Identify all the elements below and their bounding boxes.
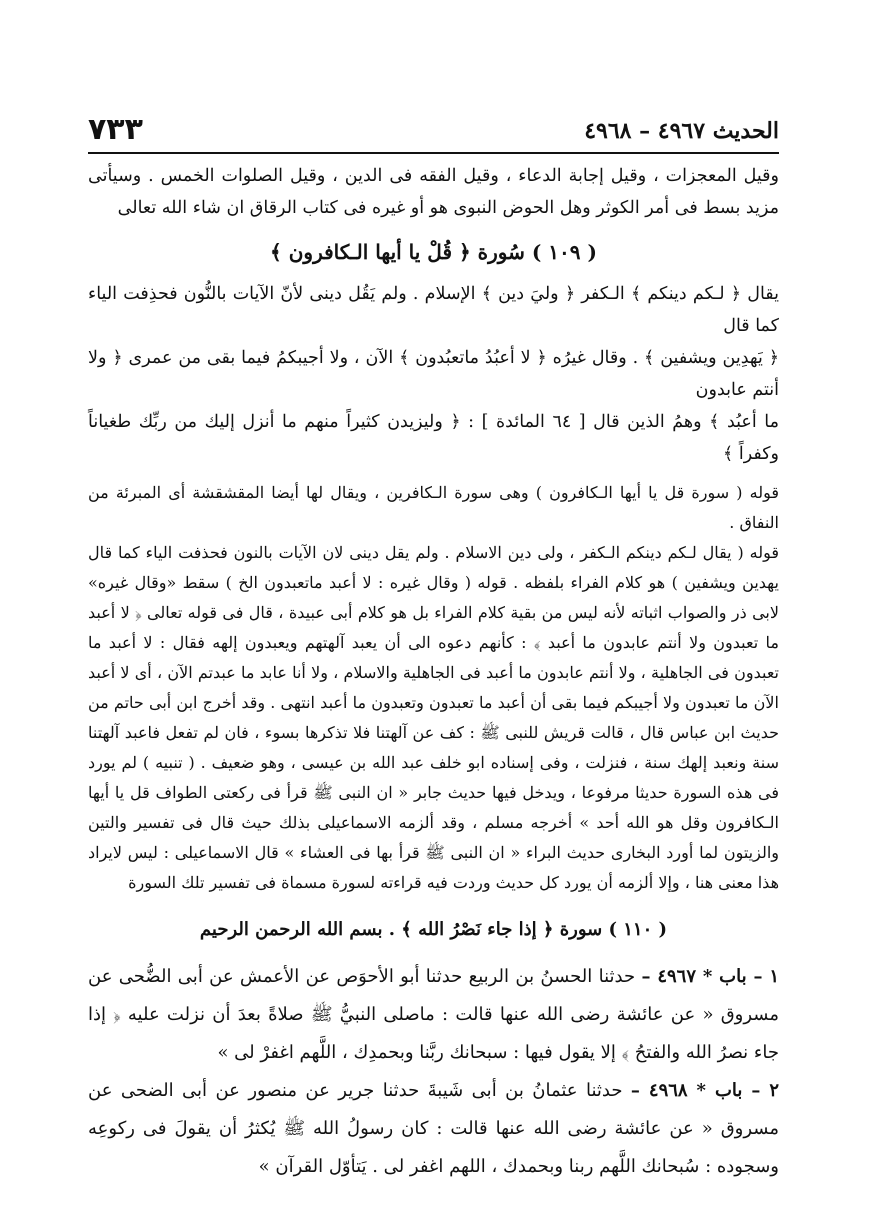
commentary — [88, 478, 779, 898]
page-number: ٧٣٣ — [88, 112, 143, 147]
surah-110-heading: ( ١١٠ ) سورة ﴿ إذا جاء نَصْرُ الله ﴾ . بسم الله الرحمن الرحيم — [199, 919, 668, 940]
running-title: الحديث ٤٩٦٧ – ٤٩٦٨ — [584, 118, 779, 144]
hadith-number: ١ – باب * ٤٩٦٧ – — [641, 966, 779, 987]
hadith-text: حدثنا الحسنُ بن الربيع حدثنا أبو الأحوَص عن الأعمش عن أبى الضُّحى عن مسروق « عن عائشة رضى الله عنها قالت : ماصلى النبيُّ ﷺ صلاةً بعدَ أن نزلت عليه ﴿ إذا جاء نصرُ الله والفتحُ ﴾ إلا يقول فيها : سبحانك ربَّنا وبحمدِك ، اللَّهم اغفرْ لى » — [88, 966, 779, 1063]
hadith-text: حدثنا عثمانُ بن أبى شَيبةَ حدثنا جرير عن منصور عن أبى الضحى عن مسروق « عن عائشة رضى الله عنها قالت : كان رسولُ الله ﷺ يُكثرُ أن يقولَ فى ركوعِه وسجوده : سُبحانك اللَّهم ربنا وبحمدك ، اللهم اغفر لى . يَتأوّل القرآن » — [88, 1080, 779, 1177]
page-body — [88, 160, 779, 1186]
page-header — [88, 112, 779, 154]
surah-109-line: يقال ﴿ لـكم دينكم ﴾ الـكفر ﴿ وليَ دين ﴾ الإسلام . ولم يَقُل دينى لأنّ الآيات بالنُّون فحذِفت الياء كما قال — [88, 284, 779, 336]
hadith-entry — [88, 1072, 779, 1186]
surah-109-text — [88, 278, 779, 470]
commentary-paragraph: قوله ( يقال لـكم دينكم الـكفر ، ولى دين الاسلام . ولم يقل دينى لان الآيات بالنون فحذفت الياء كما قال يهدين ويشفين ) هو كلام الفراء بلفظه . قوله ( وقال غيره : لا أعبد ماتعبدون الخ ) سقط «وقال غيره» لابى ذر والصواب اثباته لأنه ليس من بقية كلام الفراء بل هو كلام أبى عبيدة ، قال فى قوله تعالى ﴿ لا أعبد ما تعبدون ولا أنتم عابدون ما أعبد ﴾ : كأنهم دعوه الى أن يعبد آلهتهم ويعبدون إلهه فقال : لا أعبد ما تعبدون فى الجاهلية ، ولا أنتم عابدون ما أعبد فى الجاهلية والاسلام ، ولا أنا عابد ما عبدتم الآن ، أى لا أعبد الآن ما تعبدون ولا أجيبكم فيما بقى أن أعبد ما تعبدون وتعبدون ما أعبد انتهى . وقد أخرج ابن أبى حاتم من حديث ابن عباس قال ، قالت قريش للنبى ﷺ : كف عن آلهتنا فلا تذكرها بسوء ، فان لم تفعل فاعبد آلهتنا سنة ونعبد إلهك سنة ، فنزلت ، وفى إسناده ابو خلف عبد الله بن عيسى ، وهو ضعيف . ( تنبيه ) لم يورد فى هذه السورة حديثا مرفوعا ، ويدخل فيها حديث جابر « ان النبى ﷺ قرأ فى ركعتى الطواف قل يا أيها الـكافرون وقل هو الله أحد » أخرجه مسلم ، وقد ألزمه الاسماعيلى بذلك حيث قال فى تفسير والتين والزيتون لما أورد البخارى حديث البراء « ان النبى ﷺ قرأ بها فى العشاء » قال الاسماعيلى : ليس لايراد هذا معنى هنا ، وإلا ألزمه أن يورد كل حديث وردت فيه قراءته لسورة مسماة فى تفسير تلك السورة — [88, 543, 780, 892]
surah-109-line: ما أعبُد ﴾ وهمُ الذين قال [ ٦٤ المائدة ] : ﴿ وليزيدن كثيراً منهم ما أنزل إليك من ربِّك طغياناً وكفراً ﴾ — [88, 412, 779, 464]
surah-109-heading: ( ١٠٩ ) سُورة ﴿ قُلْ يا أيها الـكافرون ﴾ — [270, 240, 597, 264]
hadith-entry — [88, 958, 779, 1072]
surah-109-line: ﴿ يَهدِين ويشفين ﴾ . وقال غيرُه ﴿ لا أعبُدُ ماتعبُدون ﴾ الآن ، ولا أجيبكمُ فيما بقى من عمرى ﴿ ولا أنتم عابدون — [88, 348, 779, 400]
commentary-paragraph: قوله ( سورة قل يا أيها الـكافرون ) وهى سورة الـكافرين ، ويقال لها أيضا المقشقشة أى المبرئة من النفاق . — [88, 483, 779, 532]
hadith-number: ٢ – باب * ٤٩٦٨ – — [630, 1080, 779, 1101]
intro-paragraph: وقيل المعجزات ، وقيل إجابة الدعاء ، وقيل الفقه فى الدين ، وقيل الصلوات الخمس . وسيأتى مزيد بسط فى أمر الكوثر وهل الحوض النبوى هو أو غيره فى كتاب الرقاق ان شاء الله تعالى — [88, 166, 779, 218]
